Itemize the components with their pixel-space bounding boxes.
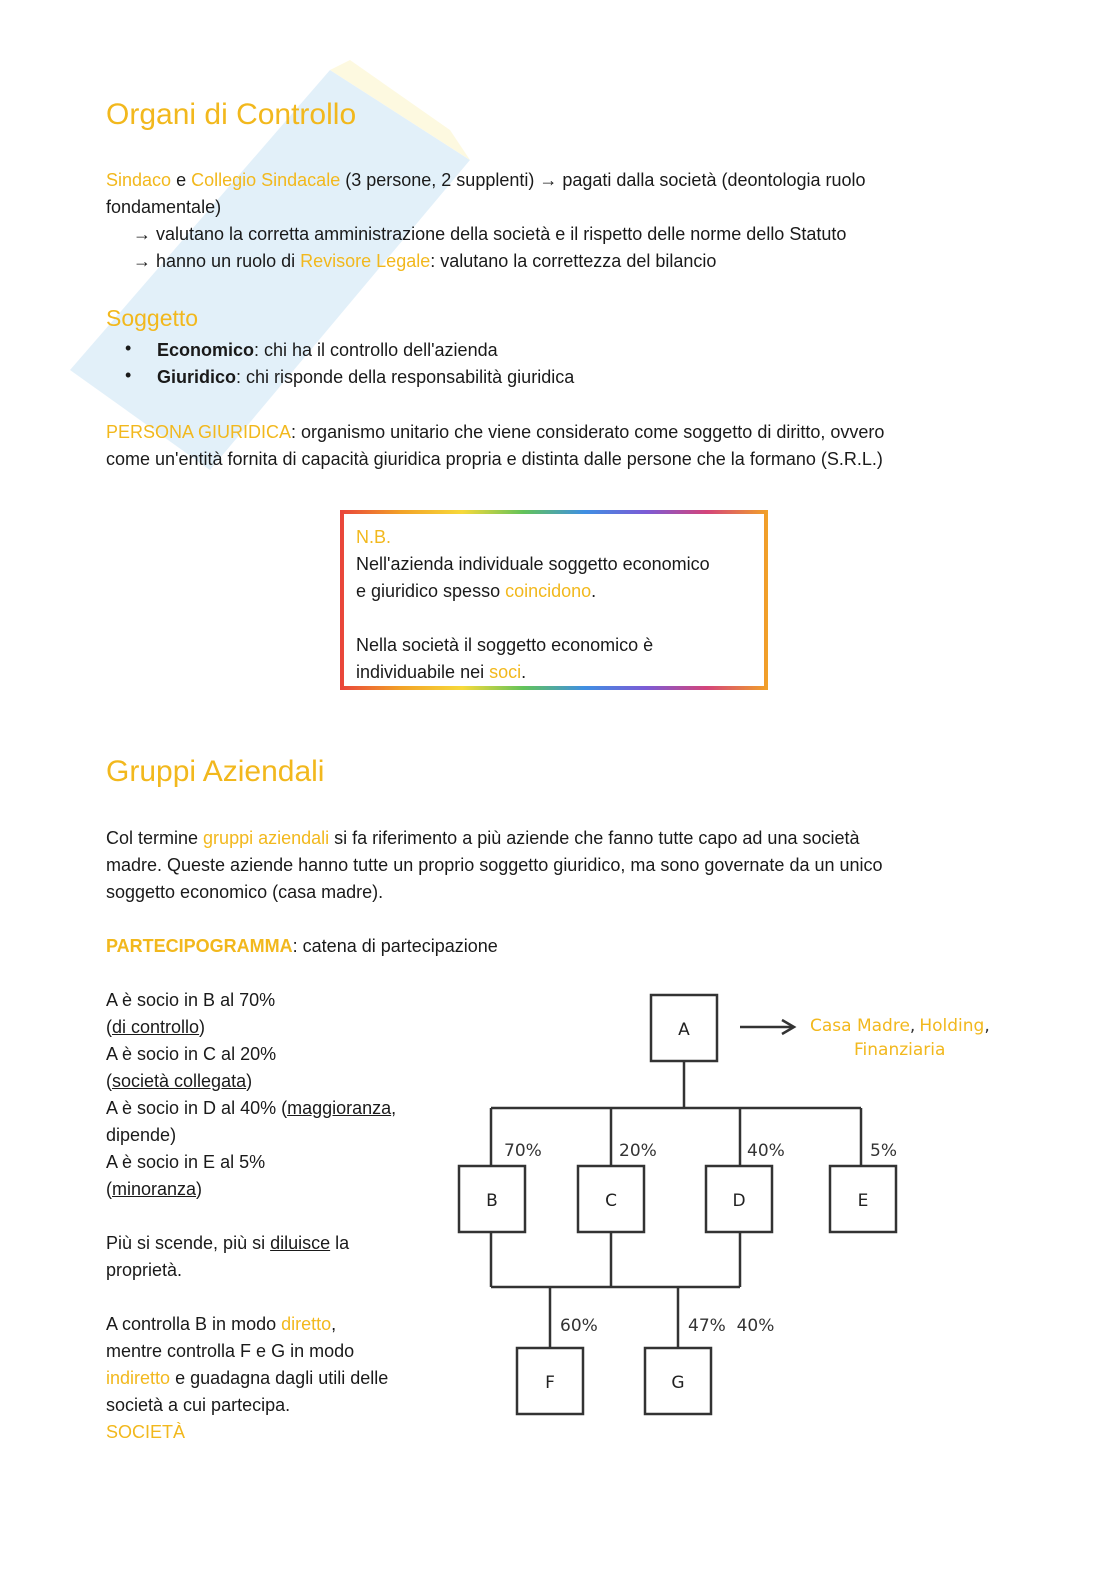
list-item-economico bbox=[157, 337, 498, 364]
holding-line-1 bbox=[810, 1016, 990, 1036]
paragraph-sindaco bbox=[106, 167, 866, 194]
nb-line4-text: individuabile nei bbox=[356, 662, 485, 682]
text-sindaco-rest: (3 persone, 2 supplenti) → pagati dalla società (deontologia ruolo bbox=[345, 170, 866, 190]
arrow2-text-b: : valutano la correttezza del bilancio bbox=[430, 251, 717, 271]
left-line-2-u: di controllo bbox=[112, 1017, 200, 1037]
nb-box bbox=[340, 510, 768, 690]
term-coincidono: coincidono bbox=[505, 581, 592, 601]
holding-sep-2: , bbox=[984, 1016, 990, 1036]
text-e: e bbox=[176, 170, 187, 190]
nb-title: N.B. bbox=[356, 527, 392, 547]
node-label-c: C bbox=[605, 1191, 617, 1211]
partecipogramma-text: : catena di partecipazione bbox=[292, 936, 498, 956]
left-line-4-u: società collegata bbox=[112, 1071, 247, 1091]
term-soci: soci bbox=[489, 662, 522, 682]
left-line-13 bbox=[106, 1365, 396, 1392]
left-line-5 bbox=[106, 1095, 396, 1122]
nb-line2-dot: . bbox=[591, 581, 597, 601]
arrow-line-1: → valutano la corretta amministrazione della società e il rispetto delle norme dello Statuto bbox=[133, 224, 847, 244]
persona-line-1: : organismo unitario che viene considerato come soggetto di diritto, ovvero bbox=[291, 422, 885, 442]
left-line-1: A è socio in B al 70% bbox=[106, 990, 276, 1010]
text-giuridico: : chi risponde della responsabilità giuridica bbox=[236, 367, 575, 387]
pct-label-f: 60% bbox=[560, 1316, 598, 1336]
node-label-a: A bbox=[678, 1020, 690, 1040]
left-line-4: (società collegata) bbox=[106, 1071, 253, 1091]
gruppi-line-3: soggetto economico (casa madre). bbox=[106, 882, 384, 902]
pct-label-c: 20% bbox=[619, 1141, 657, 1161]
nb-line-2 bbox=[356, 578, 710, 605]
left-line-14: società a cui partecipa. bbox=[106, 1395, 291, 1415]
holding-holding: Holding bbox=[919, 1016, 985, 1036]
nb-spacer bbox=[356, 605, 710, 632]
node-label-e: E bbox=[857, 1191, 869, 1211]
left-line-10: proprietà. bbox=[106, 1260, 183, 1280]
arrow-line-2 bbox=[133, 248, 716, 275]
left-line-8-u: minoranza bbox=[112, 1179, 197, 1199]
term-economico: Economico bbox=[157, 340, 255, 360]
partecipogramma-line bbox=[106, 933, 498, 960]
gruppi-text-b: si fa riferimento a più aziende che fanno tutte capo ad una società bbox=[334, 828, 860, 848]
pct-label-d: 40% bbox=[747, 1141, 785, 1161]
term-partecipogramma: PARTECIPOGRAMMA bbox=[106, 936, 293, 956]
nb-content bbox=[356, 524, 710, 686]
nb-line-1: Nell'azienda individuale soggetto economico bbox=[356, 554, 710, 574]
arrow2-text-a: → hanno un ruolo di bbox=[133, 251, 296, 271]
node-label-d: D bbox=[732, 1191, 746, 1211]
nb-line-3: Nella società il soggetto economico è bbox=[356, 635, 654, 655]
paragraph-persona-giuridica bbox=[106, 419, 884, 446]
left-line-3: A è socio in C al 20% bbox=[106, 1044, 277, 1064]
left-line-9-a: Più si scende, più si bbox=[106, 1233, 266, 1253]
left-text-block bbox=[106, 987, 396, 1446]
left-line-13-b: e guadagna dagli utili delle bbox=[175, 1368, 389, 1388]
text-economico: : chi ha il controllo dell'azienda bbox=[254, 340, 498, 360]
pct-label-g: 47% 40% bbox=[688, 1316, 775, 1336]
gruppi-line-1 bbox=[106, 825, 860, 852]
left-line-2: (di controllo) bbox=[106, 1017, 206, 1037]
nb-line2-text: e giuridico spesso bbox=[356, 581, 501, 601]
bullet-icon: • bbox=[125, 338, 132, 358]
left-line-5-b: , bbox=[391, 1098, 397, 1118]
list-item-giuridico bbox=[157, 364, 574, 391]
left-spacer-2 bbox=[106, 1284, 396, 1311]
left-line-11-b: , bbox=[331, 1314, 337, 1334]
left-spacer-1 bbox=[106, 1203, 396, 1230]
holding-sep-1: , bbox=[909, 1016, 916, 1036]
term-revisore: Revisore Legale bbox=[300, 251, 431, 271]
section-title-organi: Organi di Controllo bbox=[106, 98, 357, 131]
node-label-b: B bbox=[486, 1191, 498, 1211]
holding-finanziaria: Finanziaria bbox=[854, 1040, 946, 1060]
nb-line-4 bbox=[356, 659, 710, 686]
left-line-5-u: maggioranza bbox=[287, 1098, 392, 1118]
term-giuridico: Giuridico bbox=[157, 367, 237, 387]
section-title-gruppi: Gruppi Aziendali bbox=[106, 755, 325, 788]
node-label-f: F bbox=[545, 1373, 555, 1393]
pct-label-b: 70% bbox=[504, 1141, 542, 1161]
gruppi-text-a: Col termine bbox=[106, 828, 199, 848]
left-line-9 bbox=[106, 1230, 396, 1257]
left-line-8: (minoranza) bbox=[106, 1179, 203, 1199]
term-collegio: Collegio Sindacale bbox=[191, 170, 341, 190]
left-line-9-u: diluisce bbox=[270, 1233, 331, 1253]
partecipogramma-diagram bbox=[440, 980, 1020, 1430]
term-societa: SOCIETÀ bbox=[106, 1422, 186, 1442]
left-line-11 bbox=[106, 1311, 396, 1338]
term-indiretto: indiretto bbox=[106, 1368, 171, 1388]
term-gruppi-aziendali: gruppi aziendali bbox=[203, 828, 330, 848]
nb-line4-dot: . bbox=[521, 662, 527, 682]
left-line-9-b: la bbox=[335, 1233, 350, 1253]
left-line-12: mentre controlla F e G in modo bbox=[106, 1341, 355, 1361]
left-line-6: dipende) bbox=[106, 1125, 177, 1145]
bullet-icon: • bbox=[125, 365, 132, 385]
pct-label-e: 5% bbox=[870, 1141, 897, 1161]
persona-line-2: come un'entità fornita di capacità giuridica propria e distinta dalle persone che la formano (S.R.L.) bbox=[106, 449, 883, 469]
term-diretto: diretto bbox=[281, 1314, 332, 1334]
left-line-5-a: A è socio in D al 40% ( bbox=[106, 1098, 288, 1118]
left-line-11-a: A controlla B in modo bbox=[106, 1314, 277, 1334]
term-persona-giuridica: PERSONA GIURIDICA bbox=[106, 422, 292, 442]
text-fondamentale: fondamentale) bbox=[106, 197, 222, 217]
gruppi-line-2: madre. Queste aziende hanno tutte un proprio soggetto giuridico, ma sono governate da un unico bbox=[106, 855, 883, 875]
section-title-soggetto: Soggetto bbox=[106, 305, 199, 331]
holding-casa-madre: Casa Madre bbox=[810, 1016, 910, 1036]
node-label-g: G bbox=[671, 1373, 685, 1393]
left-line-7: A è socio in E al 5% bbox=[106, 1152, 266, 1172]
term-sindaco: Sindaco bbox=[106, 170, 172, 190]
